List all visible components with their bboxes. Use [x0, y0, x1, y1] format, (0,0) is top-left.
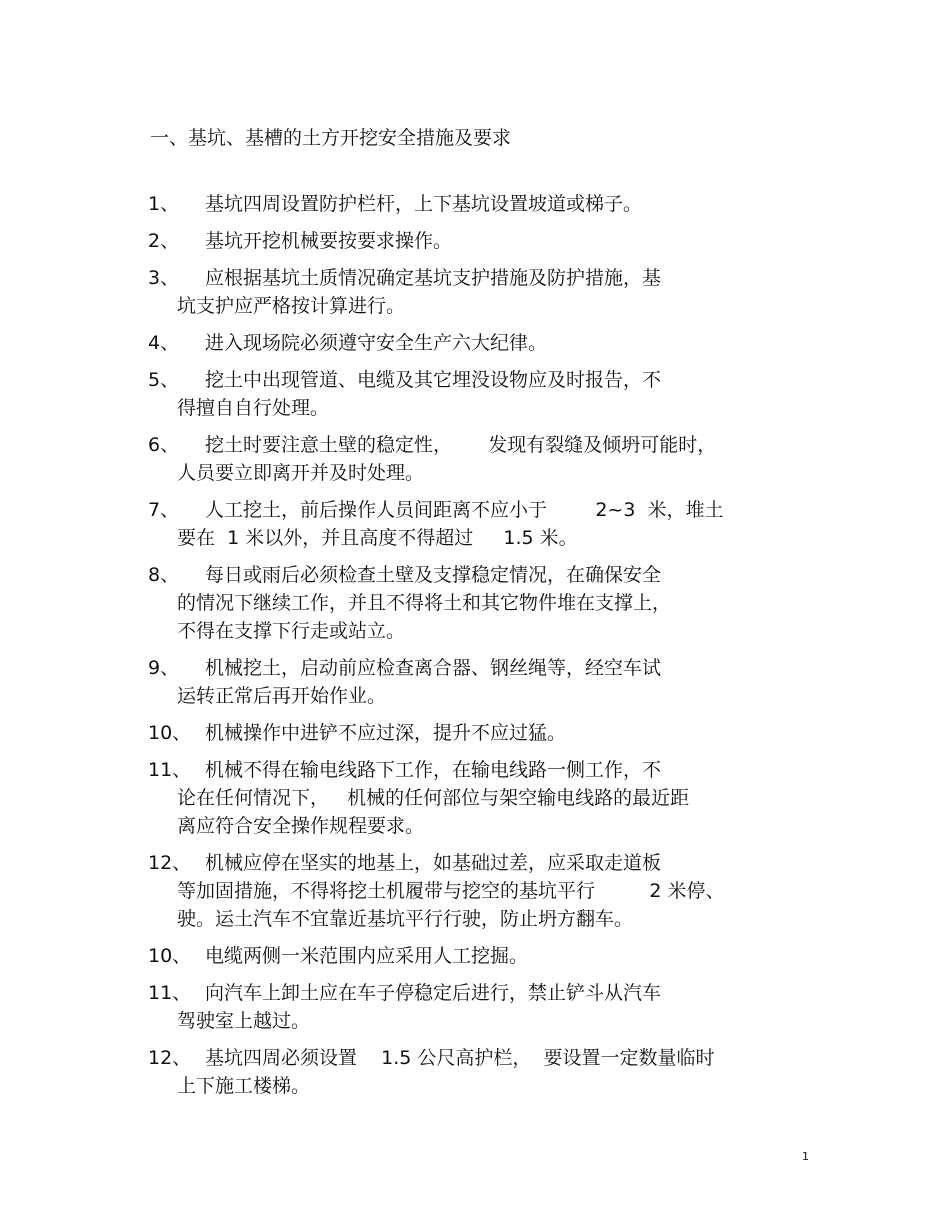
numbered-list [148, 190, 828, 1109]
list-item-text [177, 654, 828, 710]
list-item-continuation-line: 驶。运土汽车不宜靠近基坑平行行驶，防止坍方翻车。 [177, 908, 634, 930]
list-item-continuation-line: 论在任何情况下， 机械的任何部位与架空输电线路的最近距 [177, 787, 690, 809]
list-item-line: 挖土时要注意土壁的稳定性， 发现有裂缝及倾坍可能时， [205, 434, 717, 456]
list-item-number: 4、 [148, 332, 180, 354]
list-item [148, 329, 828, 357]
list-item [148, 190, 828, 218]
list-item-number: 9、 [148, 657, 180, 679]
list-item-continuation-line: 运转正常后再开始作业。 [177, 685, 387, 707]
list-item-text [205, 942, 828, 970]
list-item-text [205, 227, 828, 255]
list-item-line: 基坑四周设置防护栏杆，上下基坑设置坡道或梯子。 [205, 193, 643, 215]
list-item-line: 人工挖土，前后操作人员间距离不应小于 2~3 米，堆土 [205, 499, 724, 521]
list-item-continuation-line: 坑支护应严格按计算进行。 [177, 295, 406, 317]
list-item-continuation-line: 得擅自自行处理。 [177, 397, 330, 419]
list-item-line: 向汽车上卸土应在车子停稳定后进行，禁止铲斗从汽车 [205, 982, 662, 1004]
list-item-text [177, 561, 828, 645]
list-item-text [177, 1044, 828, 1100]
list-item-continuation-line: 要在 1 米以外，并且高度不得超过 1.5 米。 [177, 527, 578, 549]
page-number: 1 [802, 1150, 809, 1163]
list-item-line: 进入现场院必须遵守安全生产六大纪律。 [205, 332, 548, 354]
list-item-text [177, 264, 828, 320]
list-item-number: 2、 [148, 230, 180, 252]
list-item-text [177, 756, 828, 840]
list-item-line: 挖土中出现管道、电缆及其它埋没设物应及时报告，不 [205, 369, 662, 391]
list-item [148, 227, 828, 255]
list-item [148, 431, 828, 487]
list-item-line: 每日或雨后必须检查土壁及支撑稳定情况，在确保安全 [205, 564, 662, 586]
list-item-text [177, 496, 828, 552]
list-item-line: 电缆两侧一米范围内应采用人工挖掘。 [205, 945, 529, 967]
list-item-continuation-line: 等加固措施，不得将挖土机履带与挖空的基坑平行 2 米停、 [177, 880, 725, 902]
list-item-line: 机械操作中进铲不应过深，提升不应过猛。 [205, 722, 567, 744]
list-item-number: 10、 [148, 722, 192, 744]
list-item-number: 5、 [148, 369, 180, 391]
list-item-number: 3、 [148, 267, 180, 289]
list-item [148, 756, 828, 840]
list-item [148, 942, 828, 970]
list-item-line: 应根据基坑土质情况确定基坑支护措施及防护措施，基 [205, 267, 662, 289]
list-item-line: 机械应停在坚实的地基上，如基础过差，应采取走道板 [205, 852, 662, 874]
list-item-number: 12、 [148, 852, 192, 874]
list-item-continuation-line: 人员要立即离开并及时处理。 [177, 462, 425, 484]
list-item-text [177, 366, 828, 422]
list-item-number: 1、 [148, 193, 180, 215]
list-item [148, 849, 828, 933]
list-item-number: 6、 [148, 434, 180, 456]
list-item-line: 基坑开挖机械要按要求操作。 [205, 230, 453, 252]
list-item-continuation-line: 离应符合安全操作规程要求。 [177, 815, 425, 837]
list-item [148, 561, 828, 645]
list-item-continuation-line: 上下施工楼梯。 [177, 1075, 311, 1097]
list-item-text [177, 979, 828, 1035]
list-item-line: 基坑四周必须设置 1.5 公尺高护栏， 要设置一定数量临时 [205, 1047, 715, 1069]
list-item-line: 机械挖土，启动前应检查离合器、钢丝绳等，经空车试 [205, 657, 662, 679]
list-item [148, 654, 828, 710]
list-item-number: 11、 [148, 759, 192, 781]
list-item [148, 264, 828, 320]
list-item-text [177, 849, 828, 933]
list-item-continuation-line: 驾驶室上越过。 [177, 1010, 311, 1032]
list-item [148, 1044, 828, 1100]
list-item-continuation-line: 的情况下继续工作，并且不得将土和其它物件堆在支撑上， [177, 592, 672, 614]
list-item [148, 979, 828, 1035]
list-item [148, 719, 828, 747]
list-item-line: 机械不得在输电线路下工作，在输电线路一侧工作，不 [205, 759, 662, 781]
list-item-text [177, 431, 828, 487]
list-item-continuation-line: 不得在支撑下行走或站立。 [177, 620, 406, 642]
list-item-text [205, 190, 828, 218]
list-item-number: 8、 [148, 564, 180, 586]
list-item-number: 11、 [148, 982, 192, 1004]
list-item-number: 10、 [148, 945, 192, 967]
list-item-text [205, 719, 828, 747]
section-title: 一、基坑、基槽的土方开挖安全措施及要求 [150, 127, 512, 149]
list-item-text [205, 329, 828, 357]
list-item-number: 7、 [148, 499, 180, 521]
list-item [148, 366, 828, 422]
list-item-number: 12、 [148, 1047, 192, 1069]
list-item [148, 496, 828, 552]
